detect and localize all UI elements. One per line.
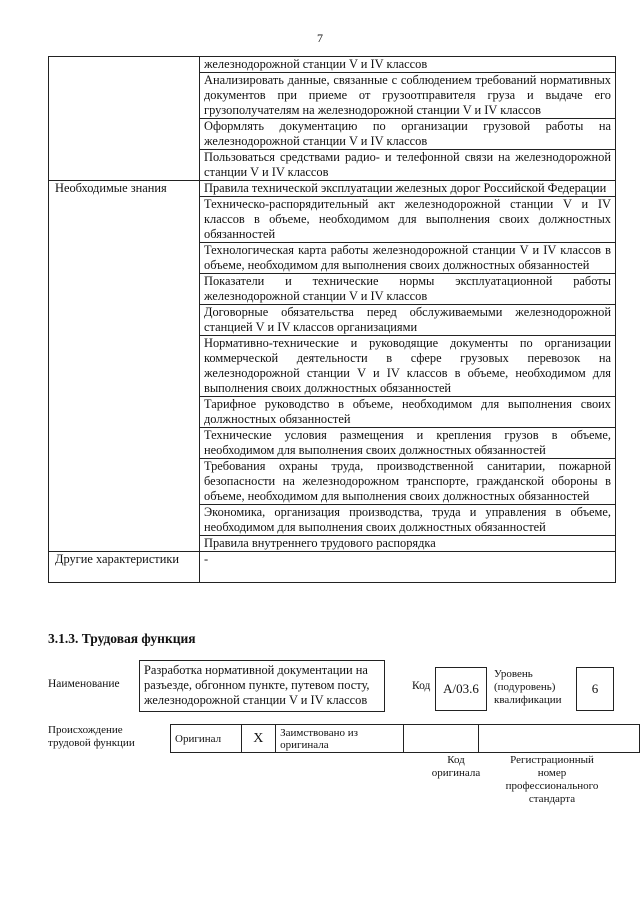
function-name-box: Разработка нормативной документации на разъезде, обгонном пункте, путевом посту, железнодорожной станции V и IV классов [139, 660, 385, 712]
origin-label: Происхождение трудовой функции [48, 724, 135, 749]
table-cell: Техническо-распорядительный акт железнодорожной станции V и IV классов в объеме, необходимом для выполнения своих должностных обязанностей [200, 197, 616, 243]
qualification-level-box: 6 [576, 667, 614, 711]
table-cell: Правила технической эксплуатации железных дорог Российской Федерации [200, 181, 616, 197]
original-mark: X [241, 725, 276, 753]
table-cell: Технологическая карта работы железнодорожной станции V и IV классов в объеме, необходимом для выполнения своих должностных обязанностей [200, 243, 616, 274]
table-row [171, 725, 640, 753]
code-caption: Код оригинала [431, 754, 481, 779]
origin-table [170, 724, 640, 753]
table-cell: Тарифное руководство в объеме, необходимом для выполнения своих должностных обязанностей [200, 397, 616, 428]
table-row [49, 57, 616, 73]
table-cell: железнодорожной станции V и IV классов [200, 57, 616, 73]
name-label: Наименование [48, 678, 120, 690]
table-cell: Правила внутреннего трудового распорядка [200, 536, 616, 552]
level-label: Уровень (подуровень) квалификации [494, 668, 562, 706]
table-cell: Пользоваться средствами радио- и телефонной связи на железнодорожной станции V и IV классов [200, 150, 616, 181]
code-label: Код [412, 680, 431, 692]
table-cell: - [200, 552, 616, 583]
registration-caption: Регистрационный номер профессионального стандарта [505, 754, 599, 805]
row-label-other: Другие характеристики [49, 552, 200, 583]
table-cell: Показатели и технические нормы эксплуатационной работы железнодорожной станции V и IV классов [200, 274, 616, 305]
function-code-box: A/03.6 [435, 667, 487, 711]
table-row [49, 552, 616, 583]
table-cell: Требования охраны труда, производственной санитарии, пожарной безопасности на железнодорожном транспорте, гражданской обороны в объеме, необходимом для выполнения своих должностных обязанностей [200, 459, 616, 505]
registration-number-cell [479, 725, 640, 753]
original-cell: Оригинал [171, 725, 242, 753]
row-label-knowledge: Необходимые знания [49, 181, 200, 552]
table-cell: Договорные обязательства перед обслуживаемыми железнодорожной станцией V и IV классов организациями [200, 305, 616, 336]
table-cell: Нормативно-технические и руководящие документы по организации коммерческой деятельности в сфере грузовых перевозок на железнодорожной станции V и IV классов в объеме, необходимом для выполнения своих должностных обязанностей [200, 336, 616, 397]
original-code-cell [404, 725, 479, 753]
table-row [49, 181, 616, 197]
table-cell: Технические условия размещения и крепления грузов в объеме, необходимом для выполнения своих должностных обязанностей [200, 428, 616, 459]
borrowed-cell: Заимствовано из оригинала [276, 725, 404, 753]
table-cell: Анализировать данные, связанные с соблюдением требований нормативных документов при приеме от грузоотправителя груза и выдаче его грузополучателям на железнодорожной станции V и IV классов [200, 73, 616, 119]
page-number: 7 [317, 31, 323, 45]
section-heading: 3.1.3. Трудовая функция [48, 631, 196, 646]
row-label [49, 57, 200, 181]
skills-knowledge-table [48, 56, 616, 583]
table-cell: Экономика, организация производства, труда и управления в объеме, необходимом для выполнения своих должностных обязанностей [200, 505, 616, 536]
table-cell: Оформлять документацию по организации грузовой работы на железнодорожной станции V и IV классов [200, 119, 616, 150]
